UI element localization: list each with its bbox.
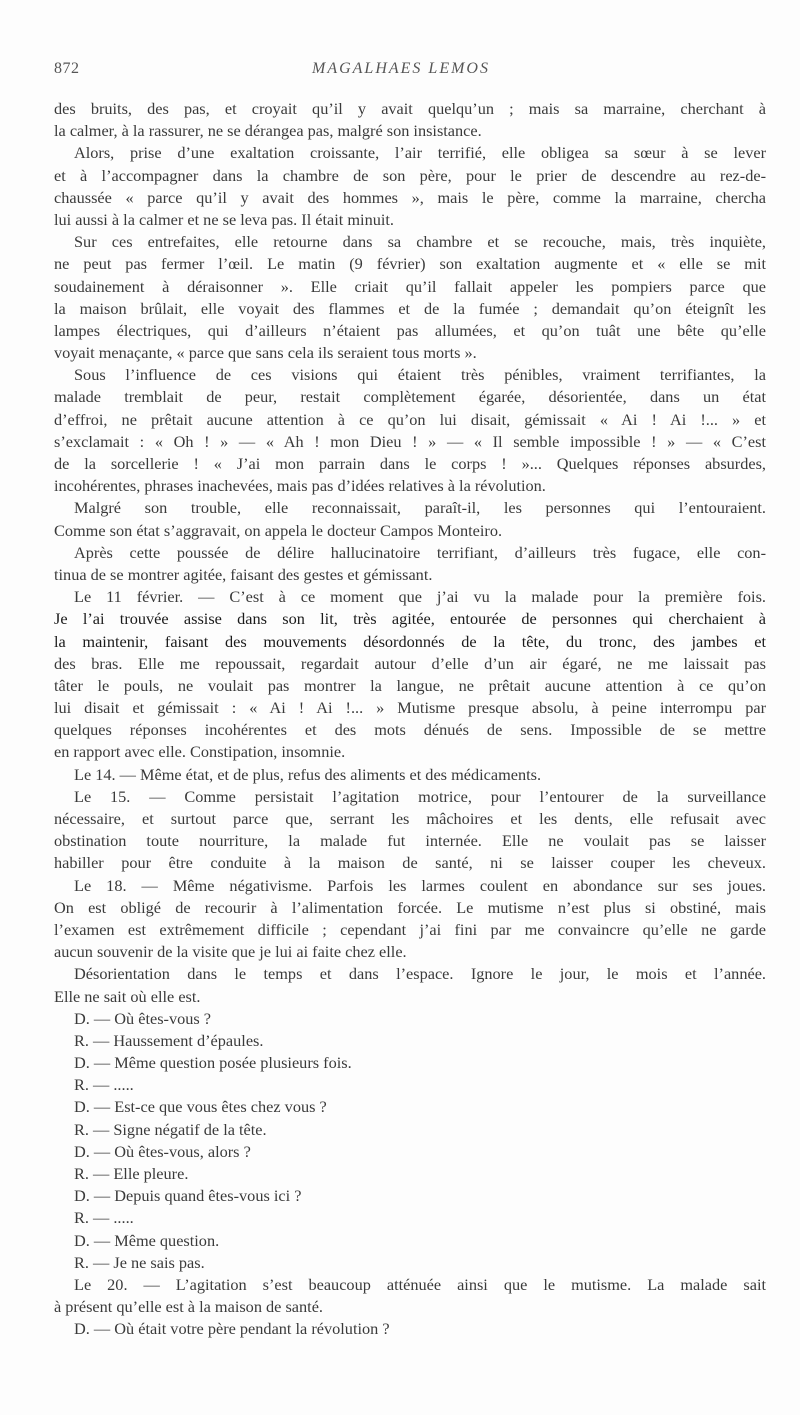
page-header: [54, 60, 748, 82]
text-line: Sous l’influence de ces visions qui étaient très pénibles, vraiment terrifiantes, la: [74, 365, 766, 385]
running-head: MAGALHAES LEMOS: [312, 60, 490, 77]
text-line: R. — Je ne sais pas.: [74, 1252, 205, 1272]
text-line: R. — Haussement d’épaules.: [74, 1030, 264, 1050]
text-line: D. — Où êtes-vous ?: [74, 1008, 212, 1028]
text-line: Le 14. — Même état, et de plus, refus des aliments et des médicaments.: [74, 764, 542, 784]
text-line: Malgré son trouble, elle reconnaissait, paraît-il, les personnes qui l’entouraient.: [74, 498, 766, 518]
text-line: nécessaire, et surtout parce que, serrant les mâchoires et les dents, elle refusait avec: [54, 809, 766, 828]
text-line: Sur ces entrefaites, elle retourne dans sa chambre et se recouche, mais, très inquiète,: [74, 232, 766, 252]
text-line: Le 15. — Comme persistait l’agitation motrice, pour l’entourer de la surveillance: [74, 786, 766, 806]
text-line: ne peut pas fermer l’œil. Le matin (9 février) son exaltation augmente et « elle se mit: [54, 254, 766, 274]
text-line: Le 20. — L’agitation s’est beaucoup atténuée ainsi que le mutisme. La malade sait: [74, 1274, 766, 1294]
text-line: R. — .....: [74, 1075, 134, 1095]
text-line: lui disait et gémissait : « Ai ! Ai !... » Mutisme presque absolu, à peine interrompu par: [54, 698, 766, 718]
text-line: D. — Est-ce que vous êtes chez vous ?: [74, 1097, 327, 1117]
text-line: à présent qu’elle est à la maison de santé.: [54, 1297, 323, 1317]
text-line: la maison brûlait, elle voyait des flammes et de la fumée ; demandait qu’on éteignît les: [54, 298, 766, 318]
text-line: soudainement à déraisonner ». Elle criait qu’il fallait appeler les pompiers parce que: [54, 276, 766, 296]
text-line: D. — Depuis quand êtes-vous ici ?: [74, 1186, 302, 1206]
page-number: 872: [54, 60, 80, 77]
text-line: D. — Où êtes-vous, alors ?: [74, 1141, 251, 1161]
text-line: incohérentes, phrases inachevées, mais pas d’idées relatives à la révolution.: [54, 476, 546, 496]
text-line: l’examen est extrêmement difficile ; cependant j’ai fini par me convaincre qu’elle ne garde: [54, 919, 766, 939]
text-line: habiller pour être conduite à la maison de santé, ni se laisser couper les cheveux.: [54, 853, 766, 873]
text-line: R. — Elle pleure.: [74, 1164, 189, 1183]
text-line: Après cette poussée de délire hallucinatoire terrifiant, d’ailleurs très fugace, elle con-: [74, 542, 766, 562]
text-line: Comme son état s’aggravait, on appela le docteur Campos Monteiro.: [54, 520, 503, 540]
text-line: de la sorcellerie ! « J’ai mon parrain dans le corps ! »... Quelques réponses absurdes,: [54, 454, 766, 473]
text-line: voyait menaçante, « parce que sans cela ils seraient tous morts ».: [54, 343, 477, 363]
text-line: quelques réponses incohérentes et des mots dénués de sens. Impossible de se mettre: [54, 720, 766, 740]
text-line: aucun souvenir de la visite que je lui ai faite chez elle.: [54, 942, 407, 962]
text-line: R. — .....: [74, 1208, 134, 1228]
text-line: d’effroi, ne prêtait aucune attention à ce qu’on lui disait, gémissait « Ai ! Ai !... » et: [54, 409, 766, 429]
text-line: la calmer, à la rassurer, ne se dérangea pas, malgré son insistance.: [54, 121, 482, 141]
text-line: D. — Même question posée plusieurs fois.: [74, 1053, 352, 1073]
text-line: des bras. Elle me repoussait, regardait autour d’elle d’un air égaré, ne me laissait pas: [54, 653, 766, 673]
text-line: On est obligé de recourir à l’alimentation forcée. Le mutisme n’est plus si obstiné, mais: [54, 897, 766, 917]
text-line: en rapport avec elle. Constipation, insomnie.: [54, 742, 346, 762]
text-line: et à l’accompagner dans la chambre de son père, pour le prier de descendre au rez-de-: [54, 165, 766, 185]
text-line: obstination toute nourriture, la malade fut internée. Elle ne voulait pas se laisser: [54, 831, 766, 851]
text-line: Le 11 février. — C’est à ce moment que j’ai vu la malade pour la première fois.: [74, 587, 766, 607]
text-line: D. — Où était votre père pendant la révolution ?: [74, 1319, 390, 1339]
text-line: des bruits, des pas, et croyait qu’il y avait quelqu’un ; mais sa marraine, cherchant à: [54, 99, 766, 118]
text-line: la maintenir, faisant des mouvements désordonnés de la tête, du tronc, des jambes et: [54, 631, 766, 651]
text-line: Elle ne sait où elle est.: [54, 986, 201, 1006]
text-line: s’exclamait : « Oh ! » — « Ah ! mon Dieu ! » — « Il semble impossible ! » — « C’est: [54, 431, 766, 451]
text-line: lampes électriques, qui d’ailleurs n’étaient pas allumées, et qu’on tuât une bête qu’elle: [54, 320, 766, 340]
text-line: tinua de se montrer agitée, faisant des gestes et gémissant.: [54, 564, 433, 584]
text-line: Désorientation dans le temps et dans l’espace. Ignore le jour, le mois et l’année.: [74, 964, 766, 984]
text-line: Le 18. — Même négativisme. Parfois les larmes coulent en abondance sur ses joues.: [74, 875, 766, 895]
text-line: R. — Signe négatif de la tête.: [74, 1119, 267, 1139]
text-line: Je l’ai trouvée assise dans son lit, très agitée, entourée de personnes qui cherchaient à: [54, 609, 766, 629]
text-line: Alors, prise d’une exaltation croissante, l’air terrifié, elle obligea sa sœur à se lever: [74, 143, 766, 163]
text-line: chaussée « parce qu’il y avait des hommes », mais le père, comme la marraine, chercha: [54, 187, 766, 207]
text-line: lui aussi à la calmer et ne se leva pas. Il était minuit.: [54, 209, 394, 229]
text-line: malade tremblait de peur, restait complètement égarée, désorientée, dans un état: [54, 387, 766, 407]
text-line: D. — Même question.: [74, 1230, 220, 1250]
text-line: tâter le pouls, ne voulait pas montrer la langue, ne prêtait aucune attention à ce qu’on: [54, 675, 766, 695]
body-text: [54, 98, 766, 1341]
